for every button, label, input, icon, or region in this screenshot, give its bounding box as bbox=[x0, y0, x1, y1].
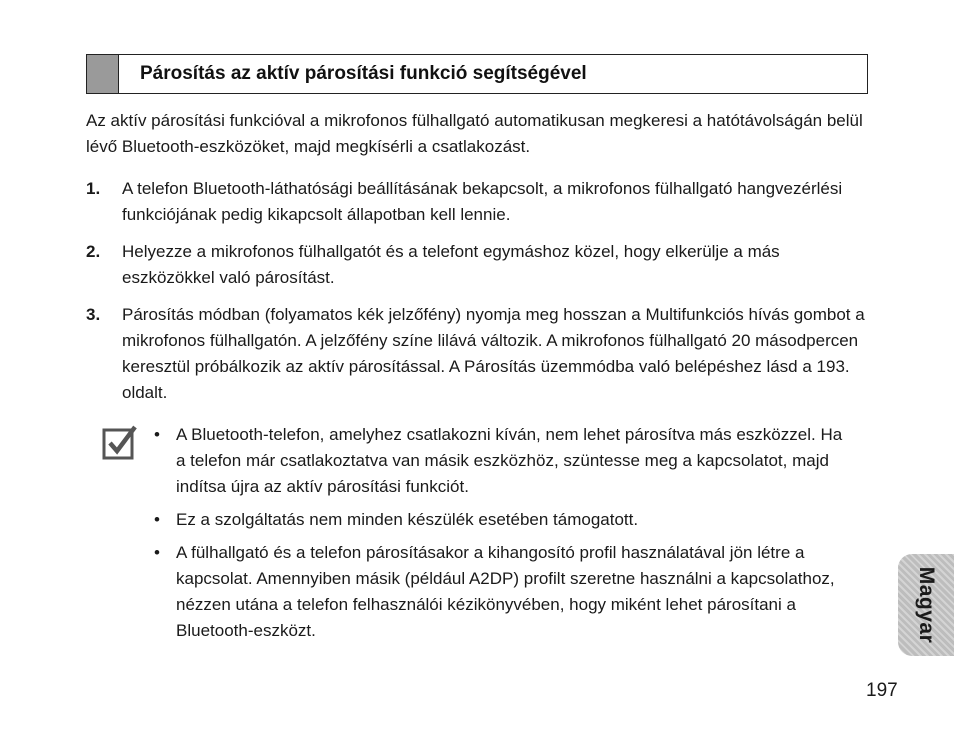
step-number: 2. bbox=[86, 242, 101, 261]
bullet: • bbox=[154, 510, 160, 529]
heading-marker bbox=[87, 55, 119, 93]
bullet: • bbox=[154, 543, 160, 562]
note-text: A fülhallgató és a telefon párosításakor a kihangosító profil használatával jön létre a kapcsolat. Amennyiben másik (például A2DP) profilt szeretne használni a kapcsolathoz, nézzen utána a telefon felhasználói kézikönyvében, hogy miként lehet párosítani a Bluetooth-eszközt. bbox=[176, 543, 835, 640]
intro-paragraph: Az aktív párosítási funkcióval a mikrofonos fülhallgató automatikusan megkeresi a hatótávolságán belül lévő Bluetooth-eszközöket, majd megkísérli a csatlakozást. bbox=[86, 111, 863, 156]
page-number: 197 bbox=[866, 680, 898, 701]
note-text: A Bluetooth-telefon, amelyhez csatlakozni kíván, nem lehet párosítva más eszközzel. Ha a telefon már csatlakoztatva van másik eszközhöz, szüntesse meg a kapcsolatot, majd indítsa újra az aktív párosítási funkciót. bbox=[176, 425, 843, 496]
note-item bbox=[154, 507, 844, 533]
steps-list bbox=[86, 176, 870, 417]
step-text: A telefon Bluetooth-láthatósági beállításának bekapcsolt, a mikrofonos fülhallgató hangvezérlési funkciójának pedig kikapcsolt állapotban kell lennie. bbox=[122, 179, 843, 224]
step-number: 1. bbox=[86, 179, 101, 198]
step-text: Helyezze a mikrofonos fülhallgatót és a telefont egymáshoz közel, hogy elkerülje a más eszközökkel való párosítást. bbox=[122, 242, 780, 287]
step-text: Párosítás módban (folyamatos kék jelzőfény) nyomja meg hosszan a Multifunkciós hívás gombot a mikrofonos fülhallgatón. A jelzőfény színe lilává változik. A mikrofonos fülhallgató 20 másodpercen keresztül próbálkozik az aktív párosítással. A Párosítás üzemmódba való belépéshez lásd a 193. oldalt. bbox=[122, 305, 865, 402]
note-item bbox=[154, 422, 844, 500]
step-item bbox=[86, 176, 870, 228]
step-number: 3. bbox=[86, 305, 101, 324]
bullet: • bbox=[154, 425, 160, 444]
step-item bbox=[86, 239, 870, 291]
notes-list bbox=[154, 422, 844, 651]
language-label: Magyar bbox=[915, 566, 938, 644]
note-text: Ez a szolgáltatás nem minden készülék esetében támogatott. bbox=[176, 510, 639, 529]
checkbox-note-icon bbox=[102, 424, 138, 460]
note-item bbox=[154, 540, 844, 644]
section-heading bbox=[86, 54, 868, 94]
section-title: Párosítás az aktív párosítási funkció segítségével bbox=[140, 63, 587, 84]
language-tab bbox=[898, 554, 954, 656]
step-item bbox=[86, 302, 870, 406]
